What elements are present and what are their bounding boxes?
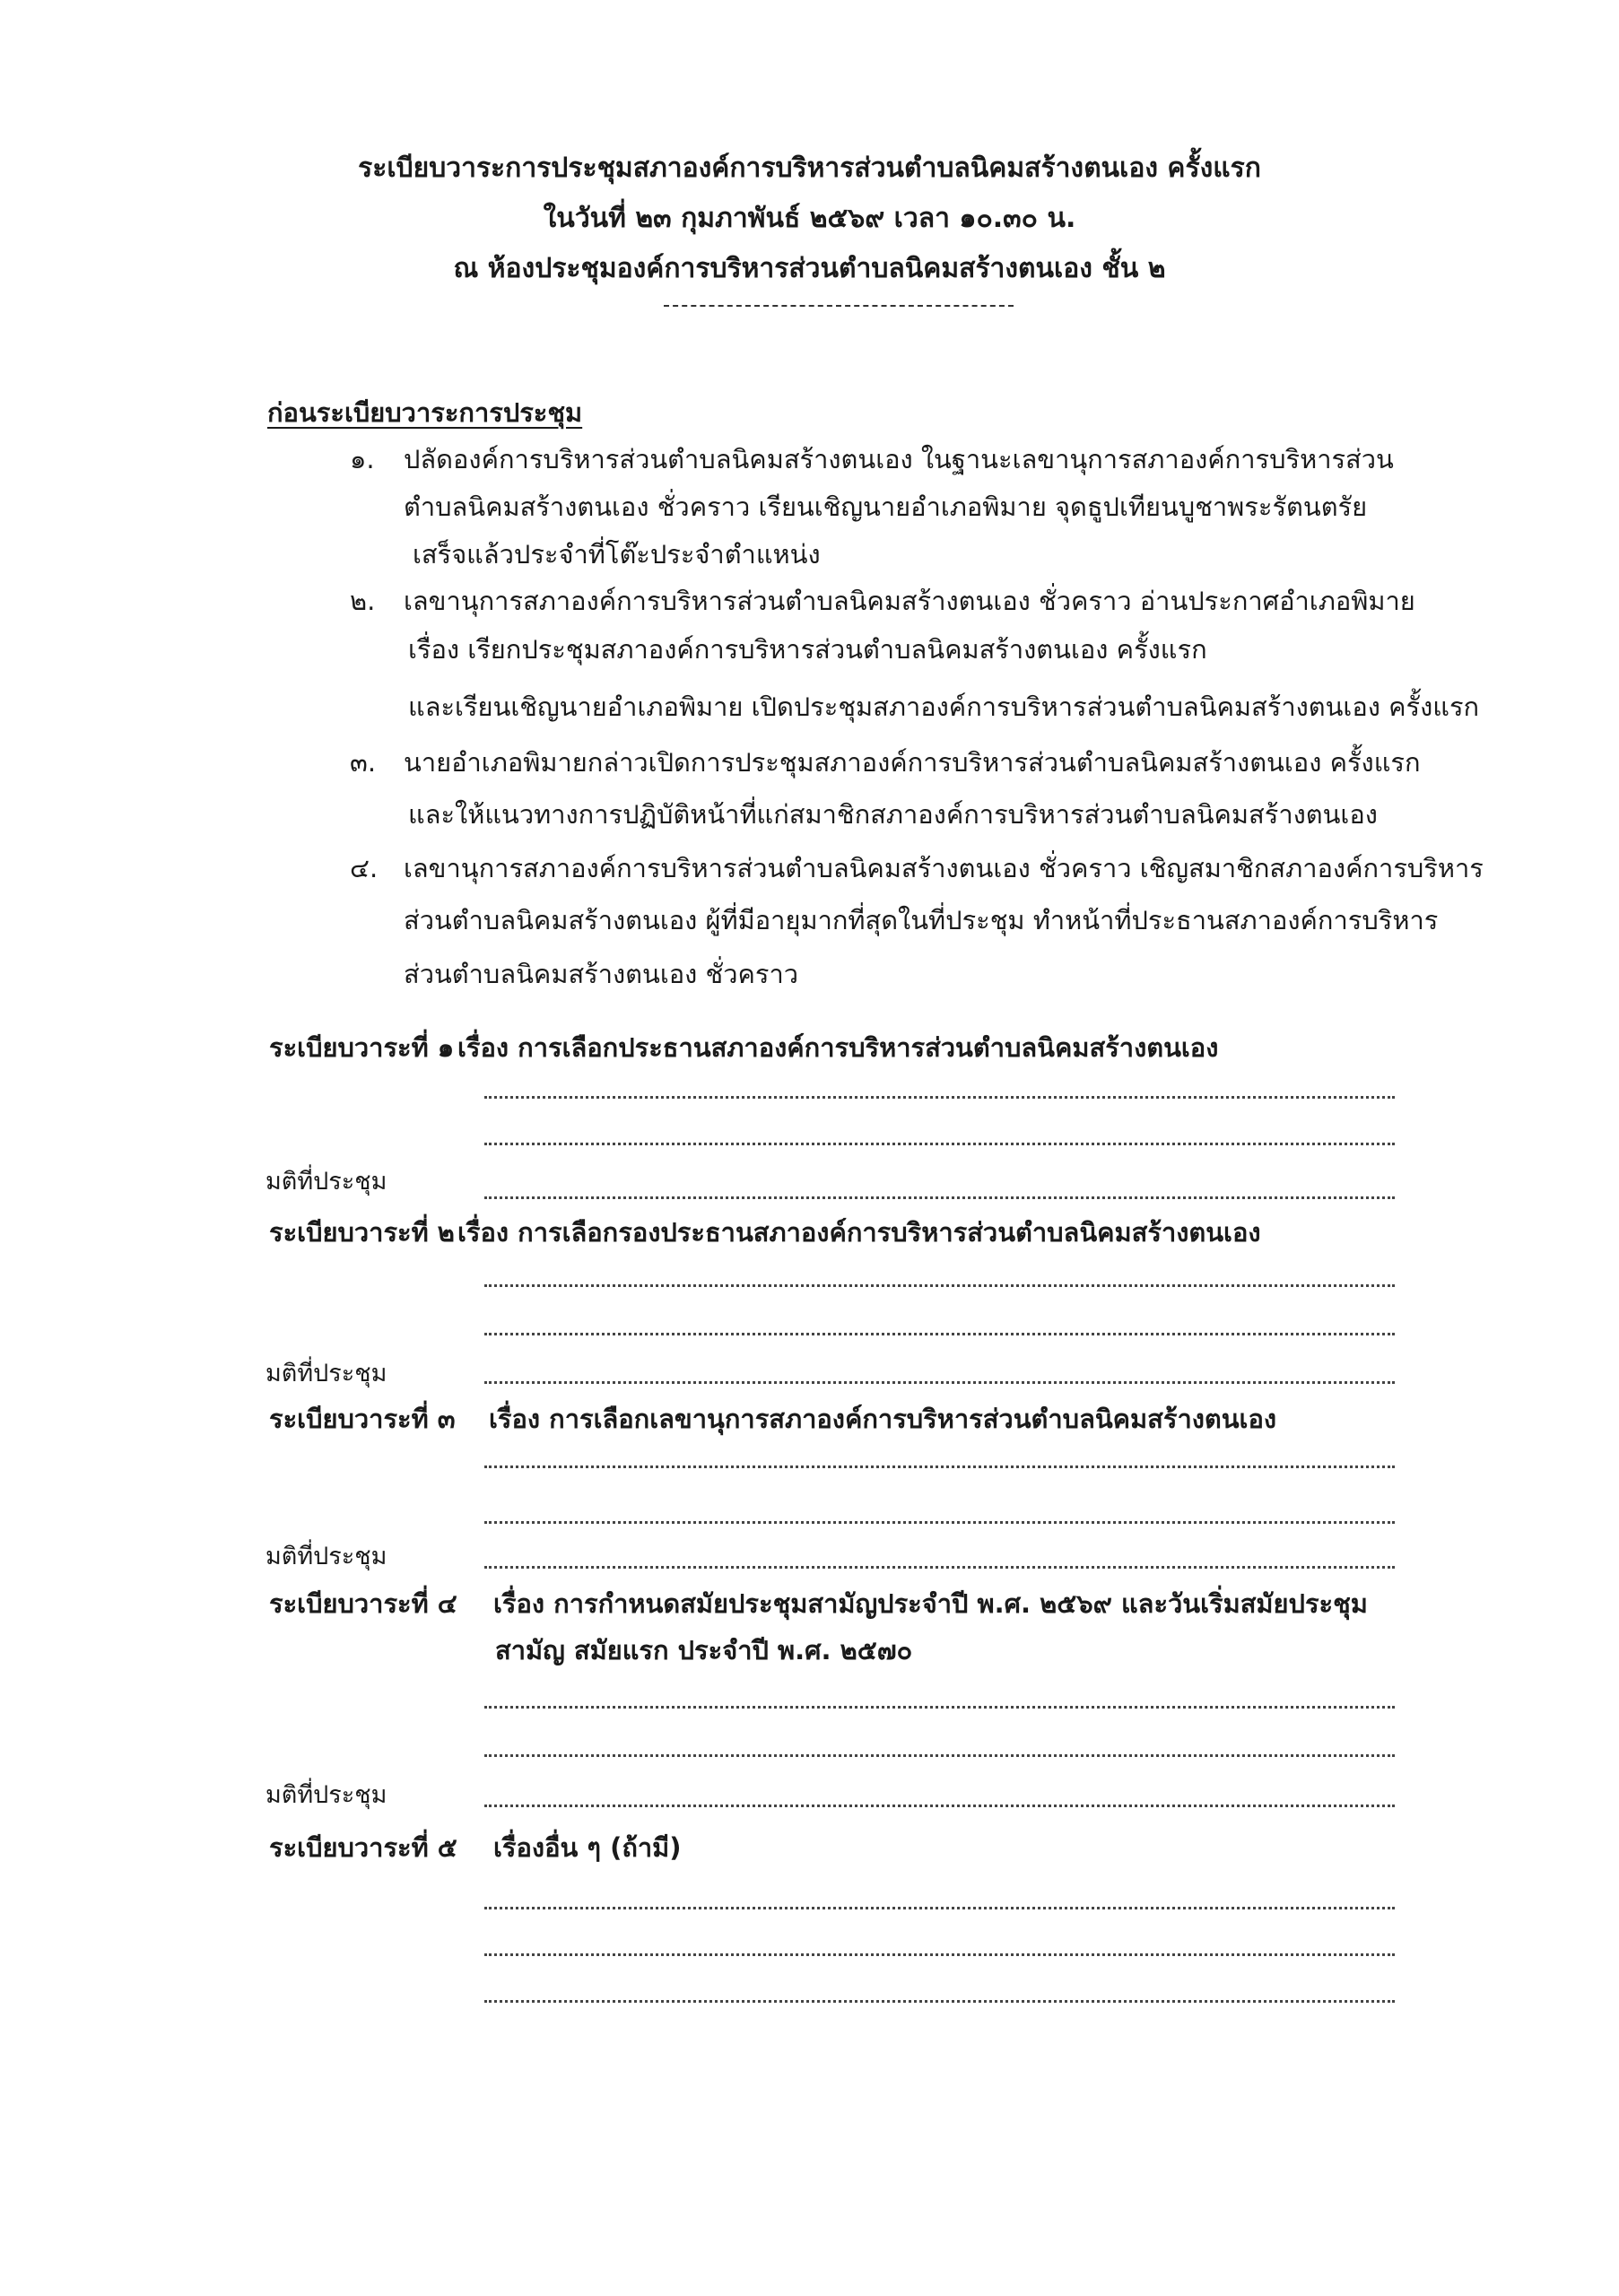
item-line: ส่วนตำบลนิคมสร้างตนเอง ชั่วคราว <box>404 959 799 989</box>
item-line: ตำบลนิคมสร้างตนเอง ชั่วคราว เรียนเชิญนายอำเภอพิมาย จุดธูปเทียนบูชาพระรัตนตรัย <box>404 491 1368 522</box>
item-number: ๔. <box>350 853 379 883</box>
blank-line <box>484 1953 1395 1956</box>
pre-agenda-item-4 <box>350 850 1484 886</box>
blank-line <box>484 2000 1395 2003</box>
item-line: เรื่อง เรียกประชุมสภาองค์การบริหารส่วนตำบลนิคมสร้างตนเอง ครั้งแรก <box>408 634 1207 665</box>
agenda-4-subject-continued: สามัญ สมัยแรก ประจำปี พ.ศ. ๒๕๗๐ <box>495 1635 913 1665</box>
blank-line <box>484 1521 1395 1524</box>
blank-line <box>484 1143 1395 1145</box>
item-line: ส่วนตำบลนิคมสร้างตนเอง ผู้ที่มีอายุมากที่สุดในที่ประชุม ทำหน้าที่ประธานสภาองค์การบริหาร <box>404 905 1439 935</box>
blank-line <box>484 1333 1395 1335</box>
item-line: และให้แนวทางการปฏิบัติหน้าที่แก่สมาชิกสภาองค์การบริหารส่วนตำบลนิคมสร้างตนเอง <box>408 799 1378 830</box>
agenda-1-subject: เรื่อง การเลือกประธานสภาองค์การบริหารส่วนตำบลนิคมสร้างตนเอง <box>457 1032 1219 1063</box>
blank-line <box>484 1566 1395 1569</box>
blank-line <box>484 1805 1395 1807</box>
pre-agenda-item-1 <box>350 441 1394 477</box>
item-line: เลขานุการสภาองค์การบริหารส่วนตำบลนิคมสร้างตนเอง ชั่วคราว อ่านประกาศอำเภอพิมาย <box>404 586 1415 616</box>
item-line: นายอำเภอพิมายกล่าวเปิดการประชุมสภาองค์การบริหารส่วนตำบลนิคมสร้างตนเอง ครั้งแรก <box>404 747 1421 778</box>
pre-agenda-item-2 <box>350 583 1415 619</box>
item-line: ปลัดองค์การบริหารส่วนตำบลนิคมสร้างตนเอง ในฐานะเลขานุการสภาองค์การบริหารส่วน <box>404 444 1394 474</box>
blank-line <box>484 1284 1395 1287</box>
header-date-time: ในวันที่ ๒๓ กุมภาพันธ์ ๒๕๖๙ เวลา ๑๐.๓๐ น. <box>543 203 1076 234</box>
item-number: ๓. <box>350 747 377 778</box>
item-line: และเรียนเชิญนายอำเภอพิมาย เปิดประชุมสภาองค์การบริหารส่วนตำบลนิคมสร้างตนเอง ครั้งแรก <box>408 691 1480 722</box>
header-divider <box>664 305 1014 307</box>
item-number: ๒. <box>350 586 376 616</box>
blank-line <box>484 1381 1395 1384</box>
header-venue: ณ ห้องประชุมองค์การบริหารส่วนตำบลนิคมสร้างตนเอง ชั้น ๒ <box>453 253 1166 284</box>
header-title: ระเบียบวาระการประชุมสภาองค์การบริหารส่วนตำบลนิคมสร้างตนเอง ครั้งแรก <box>358 152 1261 184</box>
blank-line <box>484 1196 1395 1199</box>
item-line: เสร็จแล้วประจำที่โต๊ะประจำตำแหน่ง <box>413 539 821 570</box>
agenda-5-subject: เรื่องอื่น ๆ (ถ้ามี) <box>493 1832 682 1863</box>
agenda-2-subject: เรื่อง การเลือกรองประธานสภาองค์การบริหารส่วนตำบลนิคมสร้างตนเอง <box>457 1217 1261 1248</box>
item-line: เลขานุการสภาองค์การบริหารส่วนตำบลนิคมสร้างตนเอง ชั่วคราว เชิญสมาชิกสภาองค์การบริหาร <box>404 853 1484 883</box>
item-number: ๑. <box>350 444 375 474</box>
agenda-2-resolution-label: มติที่ประชุม <box>265 1360 387 1387</box>
agenda-4-subject: เรื่อง การกำหนดสมัยประชุมสามัญประจำปี พ.ศ. ๒๕๖๙ และวันเริ่มสมัยประชุม <box>493 1588 1368 1619</box>
agenda-3-resolution-label: มติที่ประชุม <box>265 1543 387 1570</box>
pre-agenda-heading: ก่อนระเบียบวาระการประชุม <box>267 397 583 428</box>
blank-line <box>484 1754 1395 1757</box>
agenda-3-label: ระเบียบวาระที่ ๓ <box>269 1404 456 1434</box>
agenda-3-subject: เรื่อง การเลือกเลขานุการสภาองค์การบริหารส่วนตำบลนิคมสร้างตนเอง <box>489 1404 1277 1434</box>
agenda-2-label: ระเบียบวาระที่ ๒ <box>269 1217 455 1248</box>
agenda-1-resolution-label: มติที่ประชุม <box>265 1168 387 1196</box>
blank-line <box>484 1465 1395 1468</box>
blank-line <box>484 1096 1395 1099</box>
document-header <box>0 144 1619 294</box>
agenda-4-resolution-label: มติที่ประชุม <box>265 1781 387 1809</box>
blank-line <box>484 1907 1395 1909</box>
agenda-4-label: ระเบียบวาระที่ ๔ <box>269 1588 457 1619</box>
pre-agenda-item-3 <box>350 744 1421 780</box>
blank-line <box>484 1706 1395 1709</box>
agenda-5-label: ระเบียบวาระที่ ๕ <box>269 1832 457 1863</box>
agenda-1-label: ระเบียบวาระที่ ๑ <box>269 1032 455 1063</box>
